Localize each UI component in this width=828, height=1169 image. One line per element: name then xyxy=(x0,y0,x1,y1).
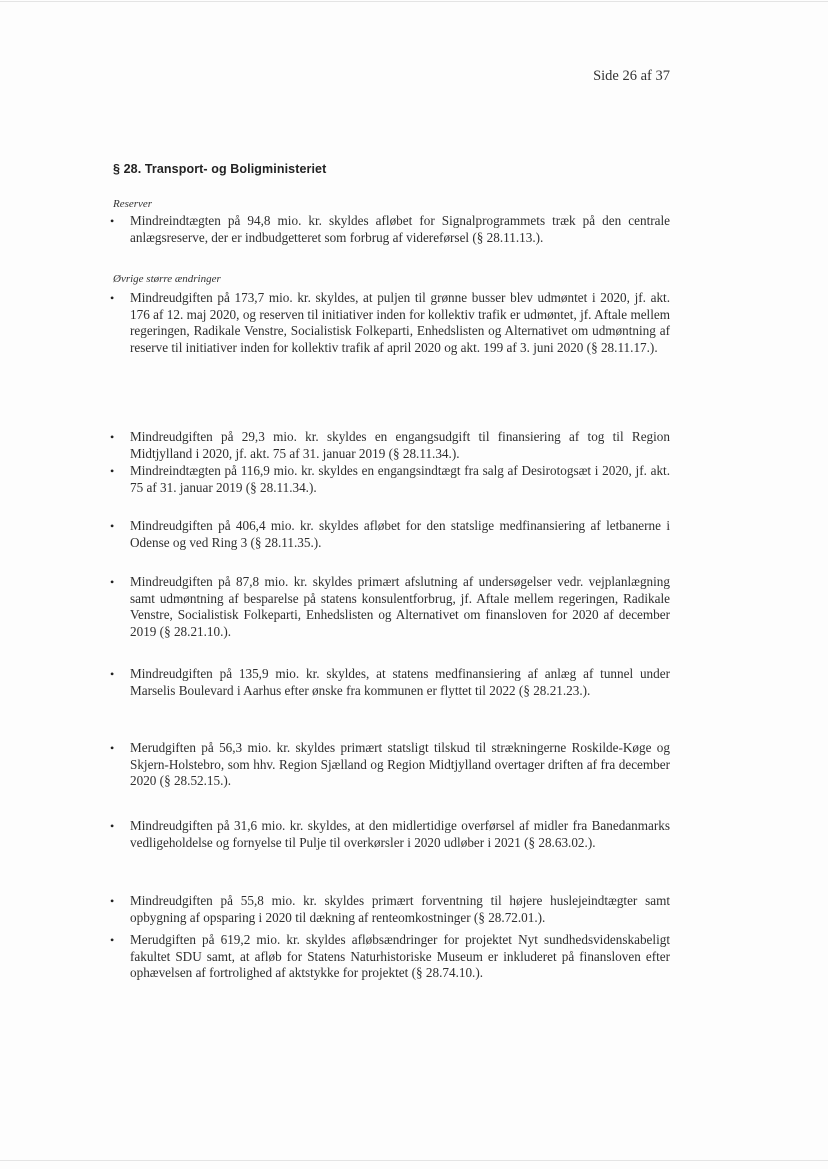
bullet-icon: • xyxy=(110,291,115,305)
bullet-icon: • xyxy=(110,667,115,681)
bullet-icon: • xyxy=(110,214,115,228)
list-item xyxy=(110,518,670,551)
page-title: § 28. Transport- og Boligministeriet xyxy=(113,162,327,176)
bullet-icon: • xyxy=(110,464,115,478)
scan-edge-bottom xyxy=(0,1160,828,1161)
list-item-text: Mindreindtægten på 94,8 mio. kr. skyldes afløbet for Signalprogrammets træk på den centrale anlægsreserve, der er indbudgetteret som forbrug af videreførsel (§ 28.11.13.). xyxy=(130,213,670,245)
list-item xyxy=(110,463,670,496)
bullet-icon: • xyxy=(110,575,115,589)
bullet-icon: • xyxy=(110,430,115,444)
page-number: Side 26 af 37 xyxy=(593,68,670,84)
section-title-reserver: Reserver xyxy=(113,198,153,210)
list-item xyxy=(110,290,670,356)
list-item-text: Mindreudgiften på 55,8 mio. kr. skyldes primært forventning til højere huslejeindtægter samt opbygning af opsparing i 2020 til dækning af renteomkostninger (§ 28.72.01.). xyxy=(130,893,670,925)
list-item-text: Mindreindtægten på 116,9 mio. kr. skyldes en engangsindtægt fra salg af Desirotogsæt i 2020, jf. akt. 75 af 31. januar 2019 (§ 28.11.34.). xyxy=(130,463,670,495)
list-item xyxy=(110,932,670,982)
list-item xyxy=(110,893,670,926)
list-item-text: Mindreudgiften på 87,8 mio. kr. skyldes primært afslutning af undersøgelser vedr. vejplanlægning samt udmøntning af besparelse på statens konsulentforbrug, jf. Aftale mellem regeringen, Radikale Venstre, Socialistisk Folkeparti, Enhedslisten og Alternativet om finansloven for 2020 af december 2019 (§ 28.21.10.). xyxy=(130,574,670,639)
list-item xyxy=(110,666,670,699)
bullet-icon: • xyxy=(110,519,115,533)
bullet-icon: • xyxy=(110,933,115,947)
bullet-icon: • xyxy=(110,819,115,833)
list-item xyxy=(110,818,670,851)
list-item xyxy=(110,429,670,462)
list-item-text: Mindreudgiften på 29,3 mio. kr. skyldes en engangsudgift til finansiering af tog til Region Midtjylland i 2020, jf. akt. 75 af 31. januar 2019 (§ 28.11.34.). xyxy=(130,429,670,461)
list-item-text: Mindreudgiften på 406,4 mio. kr. skyldes afløbet for den statslige medfinansiering af letbanerne i Odense og ved Ring 3 (§ 28.11.35.). xyxy=(130,518,670,550)
bullet-icon: • xyxy=(110,894,115,908)
bullet-icon: • xyxy=(110,741,115,755)
list-item xyxy=(110,740,670,790)
list-item-text: Mindreudgiften på 173,7 mio. kr. skyldes, at puljen til grønne busser blev udmøntet i 2020, jf. akt. 176 af 12. maj 2020, og reserven til initiativer inden for kollektiv trafik er udmøntet, jf. Aftale mellem regeringen, Radikale Venstre, Socialistisk Folkeparti, Enhedslisten og Alternativet om udmøntning af reserve til initiativer inden for kollektiv trafik af april 2020 og akt. 199 af 3. juni 2020 (§ 28.11.17.). xyxy=(130,290,670,355)
list-item-text: Mindreudgiften på 31,6 mio. kr. skyldes, at den midlertidige overførsel af midler fra Banedanmarks vedligeholdelse og fornyelse til Pulje til overkørsler i 2020 udløber i 2021 (§ 28.63.02.). xyxy=(130,818,670,850)
section-title-oevrige: Øvrige større ændringer xyxy=(113,273,221,285)
list-item-text: Merudgiften på 56,3 mio. kr. skyldes primært statsligt tilskud til strækningerne Roskilde-Køge og Skjern-Holstebro, som hhv. Region Sjælland og Region Midtjylland overtager driften af fra december 2020 (§ 28.52.15.). xyxy=(130,740,670,788)
scan-edge-top xyxy=(0,1,828,2)
list-item xyxy=(110,213,670,246)
list-item xyxy=(110,574,670,640)
list-item-text: Merudgiften på 619,2 mio. kr. skyldes afløbsændringer for projektet Nyt sundhedsvidenskabeligt fakultet SDU samt, at afløb for Statens Naturhistoriske Museum er inkluderet på finansloven efter ophævelsen af fortrolighed af aktstykke for projektet (§ 28.74.10.). xyxy=(130,932,670,980)
list-item-text: Mindreudgiften på 135,9 mio. kr. skyldes, at statens medfinansiering af anlæg af tunnel under Marselis Boulevard i Aarhus efter ønske fra kommunen er flyttet til 2022 (§ 28.21.23.). xyxy=(130,666,670,698)
